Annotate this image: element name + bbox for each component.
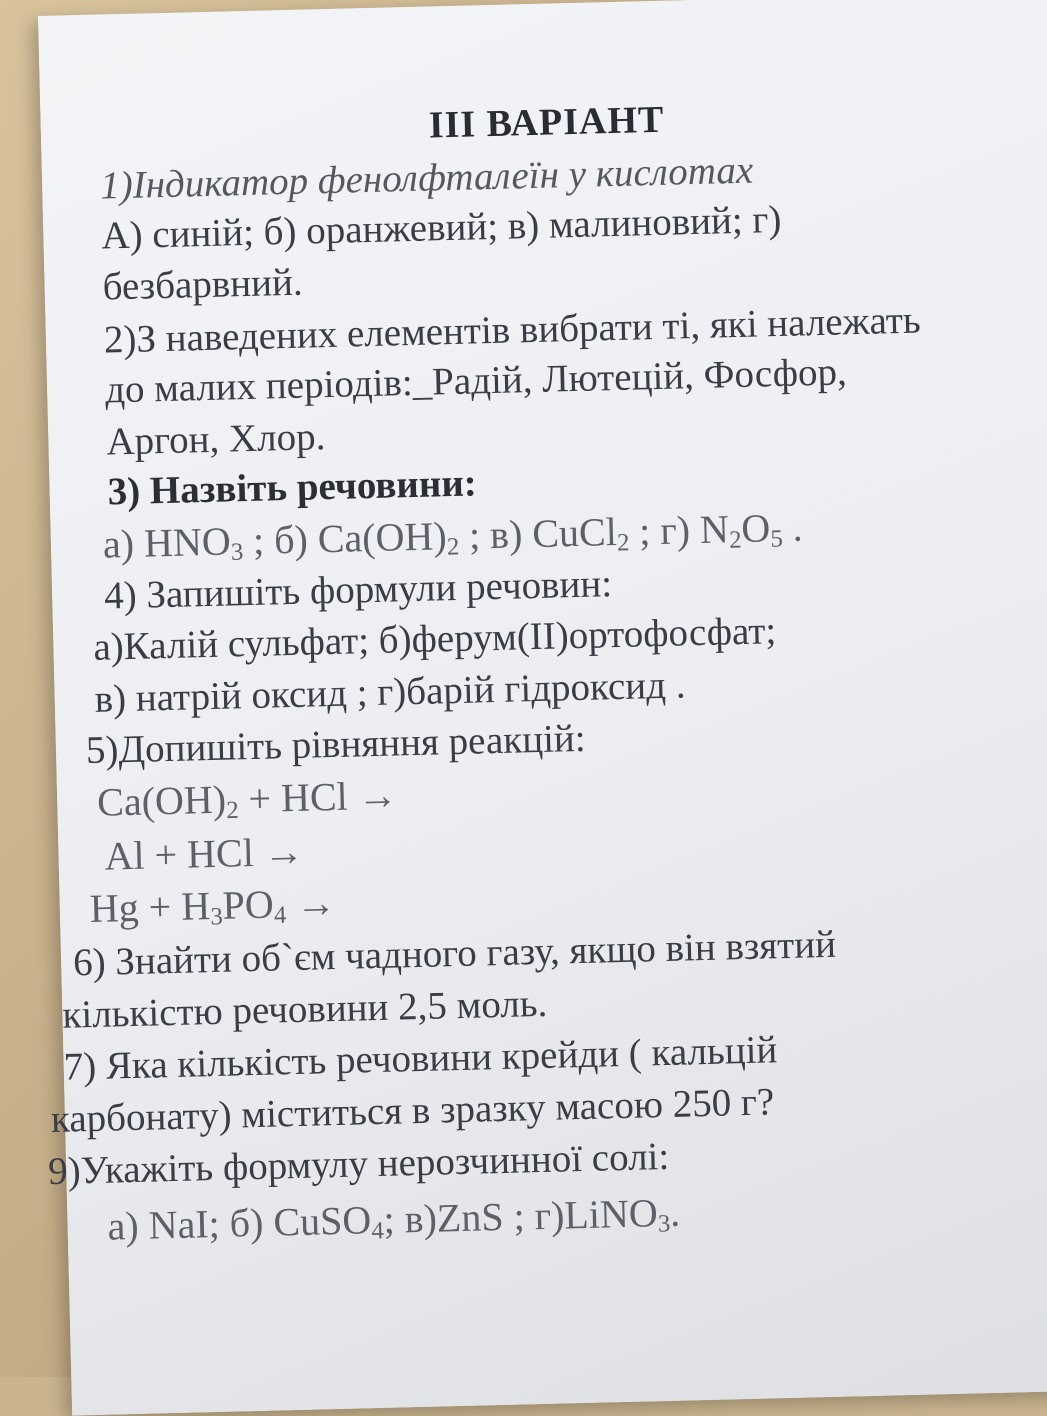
- subscript: 4: [273, 901, 287, 929]
- equation-2-text: Al + HCl →: [103, 828, 305, 879]
- question-5-text: 5)Допишіть рівняння реакцій:: [85, 716, 587, 773]
- equation-1-right: + HCl →: [237, 772, 399, 822]
- option-d-mid: O: [740, 505, 771, 551]
- end-mark: .: [669, 1189, 681, 1235]
- option-a-b: а) NaI; б) CuSO: [107, 1197, 372, 1249]
- question-4-line2: в) натрій оксид ; г)барій гідроксид .: [94, 663, 686, 721]
- equation-3-arrow: →: [285, 879, 337, 927]
- subscript: 2: [728, 526, 742, 554]
- option-c-d: ; в)ZnS ; г)LiNO: [383, 1190, 659, 1242]
- question-2-line3: Аргон, Хлор.: [105, 415, 326, 464]
- question-6-line2: кількістю речовини 2,5 моль.: [61, 981, 548, 1037]
- question-7-line2: карбонату) міститься в зразку масою 250 г?: [50, 1080, 775, 1142]
- question-7-line1: 7) Яка кількість речовини крейди ( кальцій: [63, 1028, 778, 1089]
- subscript: 3: [230, 538, 244, 566]
- subscript: 3: [657, 1210, 671, 1238]
- question-1-text: 1)Індикатор фенолфталеїн у кислотах: [99, 148, 754, 208]
- option-b: ; б) Ca(OH): [242, 513, 448, 564]
- question-1-options-line1: А) синій; б) оранжевий; в) малиновий; г): [100, 197, 782, 258]
- equation-1: [96, 772, 399, 827]
- question-9-options: [107, 1189, 681, 1251]
- worksheet-paper: [38, 0, 1047, 1416]
- subscript: 5: [770, 525, 784, 553]
- subscript: 2: [446, 533, 460, 561]
- question-4-text: 4) Запишіть формули речовин:: [103, 562, 613, 618]
- subscript: 2: [225, 796, 240, 825]
- end-mark: .: [781, 504, 804, 550]
- question-2-line2: до малих періодів:_Радій, Лютецій, Фосфор,: [104, 350, 848, 412]
- question-3-options: [102, 504, 804, 568]
- question-2-line1: 2)З наведених елементів вибрати ті, які належать: [103, 298, 922, 362]
- question-3-text: 3) Назвіть речовини:: [107, 461, 478, 514]
- equation-3-mid: PO: [221, 881, 275, 928]
- question-4-line1: а)Калій сульфат; б)ферум(II)ортофосфат;: [92, 609, 777, 669]
- subscript: 4: [371, 1217, 385, 1245]
- equation-3: [89, 879, 337, 933]
- question-6-line1: 6) Знайти об`єм чадного газу, якщо він взятий: [72, 922, 837, 985]
- equation-1-left: Ca(OH): [96, 776, 227, 825]
- option-a: а) HNO: [102, 518, 232, 567]
- equation-2: [103, 828, 305, 879]
- question-9-text: 9)Укажіть формулу нерозчинної солі:: [47, 1134, 670, 1194]
- subscript: 3: [210, 903, 224, 931]
- equation-3-left: Hg + H: [89, 883, 211, 931]
- option-c: ; в) CuCl: [458, 509, 618, 558]
- question-1-options-line2: безбарвний.: [102, 260, 304, 309]
- option-d: ; г) N: [628, 506, 730, 554]
- variant-title: ІІІ ВАРІАНТ: [428, 98, 665, 147]
- subscript: 2: [616, 529, 630, 557]
